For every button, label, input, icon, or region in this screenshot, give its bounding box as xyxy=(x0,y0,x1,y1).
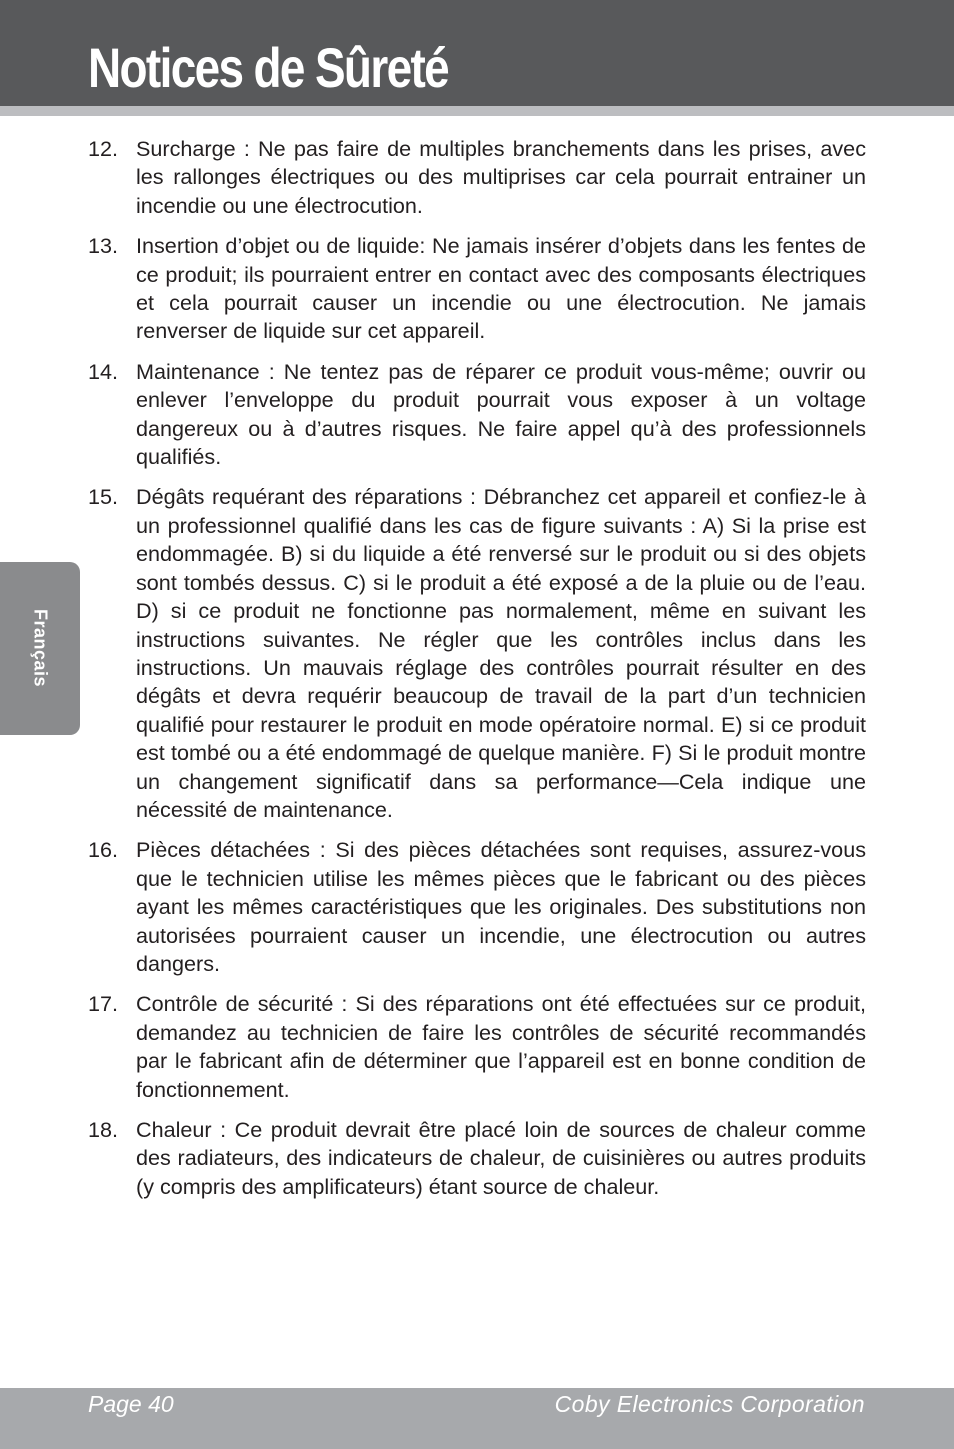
list-item-number: 12. xyxy=(88,136,119,161)
list-item-text: Contrôle de sécurité : Si des réparations ont été effectuées sur ce produit, demandez au technicien de faire les contrôles de sécurité recommandés par le fabricant afin de déterminer que l’appareil est en bonne condition de fonctionnement. xyxy=(136,991,866,1102)
list-item-number: 14. xyxy=(88,358,119,384)
language-tab-label: Français xyxy=(30,608,51,688)
list-item-number: 15. xyxy=(88,484,119,510)
page-footer xyxy=(0,1388,954,1449)
list-item-text: Insertion d’objet ou de liquide: Ne jamais insérer d’objets dans les fentes de ce produit; ils pourraient entrer en contact avec des composants électriques et cela pourrait causer un incendie ou une électrocution. Ne jamais renverser de liquide sur cet appareil. xyxy=(136,233,866,344)
page-number: Page 40 xyxy=(88,1391,174,1417)
language-tab xyxy=(0,562,80,735)
list-item xyxy=(88,1116,866,1201)
list-item-number: 13. xyxy=(88,233,119,259)
list-item-text: Surcharge : Ne pas faire de multiples branchements dans les prises, avec les rallonges électriques ou des multiprises car cela pourrait entrainer un incendie ou une électrocution. xyxy=(136,136,866,218)
page-title: Notices de Sûreté xyxy=(88,36,449,99)
list-item-text: Pièces détachées : Si des pièces détachées sont requises, assurez-vous que le technicien utilise les mêmes pièces que le fabricant ou des pièces ayant les mêmes caractéristiques que les originales. Des substitutions non autorisées pourraient causer un incendie, une électrocution ou autres dangers. xyxy=(136,837,866,976)
header-divider xyxy=(0,106,954,116)
list-item xyxy=(88,358,866,472)
safety-notices-list xyxy=(88,135,866,1213)
list-item-number: 18. xyxy=(88,1117,119,1142)
list-item xyxy=(88,483,866,824)
list-item xyxy=(88,232,866,346)
list-item-number: 16. xyxy=(88,837,119,863)
list-item xyxy=(88,990,866,1104)
list-item xyxy=(88,135,866,220)
list-item-number: 17. xyxy=(88,991,119,1017)
list-item-text: Chaleur : Ce produit devrait être placé loin de sources de chaleur comme des radiateurs, des indicateurs de chaleur, de cuisinières ou autres produits (y compris des amplificateurs) étant source de chaleur. xyxy=(136,1117,866,1199)
list-item-text: Dégâts requérant des réparations : Débranchez cet appareil et confiez-le à un professionnel qualifié dans les cas de figure suivants : A) Si la prise est endommagée. B) si du liquide a été renversé sur le produit ou si des objets sont tombés dessus. C) si le produit a été exposé a de la pluie ou de l’eau. D) si ce produit ne fonctionne pas normalement, même en suivant les instructions suivantes. Ne régler que les contrôles inclus dans les instructions. Un mauvais réglage des contrôles pourrait résulter en des dégâts et devra requérir beaucoup de travail de la part d’un technicien qualifié pour restaurer le produit en mode opératoire normal. E) si ce produit est tombé ou a été endommagé de quelque manière. F) Si le produit montre un changement significatif dans sa performance—Cela indique une nécessité de maintenance. xyxy=(136,484,866,822)
page-header xyxy=(0,0,954,106)
company-name: Coby Electronics Corporation xyxy=(554,1391,865,1417)
list-item xyxy=(88,836,866,978)
list-item-text: Maintenance : Ne tentez pas de réparer ce produit vous-même; ouvrir ou enlever l’enveloppe du produit pourrait vous exposer à un voltage dangereux ou à d’autres risques. Ne faire appel qu’à des professionnels qualifiés. xyxy=(136,358,866,470)
